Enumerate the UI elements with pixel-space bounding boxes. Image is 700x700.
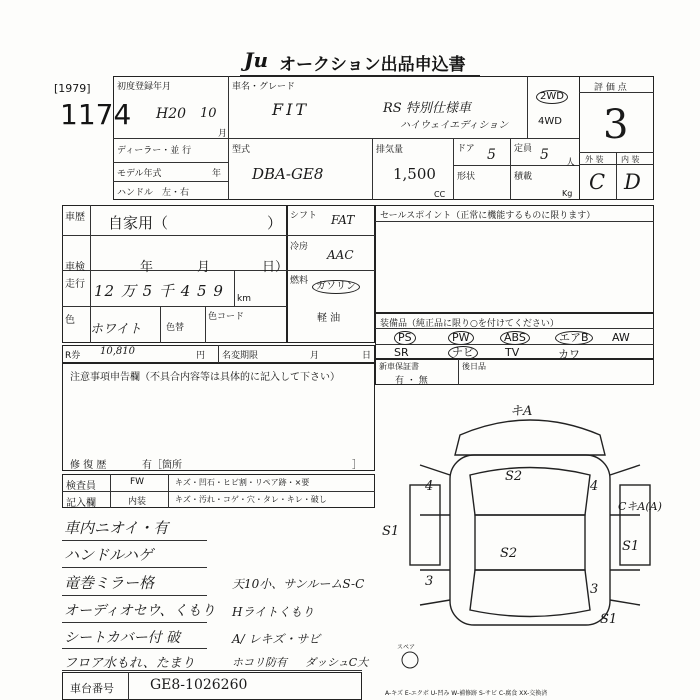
diagram-mark-3: CキA(A) [618, 500, 662, 513]
equip-aw: AW [612, 331, 630, 344]
interior-grade: D [624, 170, 641, 194]
equip-leather: カワ [558, 348, 580, 361]
shape-label: 形状 [457, 172, 476, 182]
chassis-value: GE8-1026260 [150, 677, 248, 693]
exterior-label: 外 装 [585, 155, 604, 164]
repair-label: 修 復 歴 [70, 460, 107, 471]
history-label: 車歴 [65, 212, 85, 223]
repair-close: ］ [352, 460, 362, 471]
first-reg-month: 10 [200, 106, 217, 121]
rating-score: 3 [603, 102, 629, 148]
recycle-value: 10,810 [100, 346, 135, 357]
form-title: オークション出品申込書 [279, 55, 466, 75]
shaken-month: 月 [197, 260, 211, 275]
equip-tv: TV [505, 346, 520, 359]
capacity-value: 5 [540, 147, 549, 163]
mileage-value: 12 万 5 千 4 5 9 [94, 282, 224, 300]
damage-legend: A-キズ E-エクボ U-凹み W-補修跡 S-サビ C-腐食 XX-交換済 [385, 690, 548, 697]
sales-label: セールスポイント（正常に機能するものに限ります） [380, 211, 596, 221]
interior-label: 内 装 [621, 155, 640, 164]
diagram-mark-2: S2 [500, 546, 518, 561]
tire-rr: 3 [590, 582, 599, 597]
model-year-label: モデル年式 [117, 169, 162, 179]
displacement-label: 排気量 [376, 145, 404, 155]
handle-label: ハンドル 左・右 [117, 188, 190, 198]
doors-value: 5 [487, 147, 496, 163]
note-r2: Hライトくもり [232, 605, 315, 619]
car-damage-diagram [382, 395, 662, 655]
note-2: ハンドルハゲ [64, 546, 153, 564]
dealer-label: ディーラー・並 行 [117, 146, 192, 156]
history-close: ） [267, 214, 283, 232]
doors-label: ドア [457, 144, 475, 154]
entry-label: 記入欄 [66, 498, 96, 509]
note-6: フロア水もれ、たまり [64, 656, 195, 671]
mileage-unit: km [237, 294, 251, 304]
diagram-mark-6: S1 [600, 612, 618, 627]
equip-airbag: エアB [555, 331, 593, 345]
inspector-label: 検査員 [66, 481, 96, 492]
color-value: ホワイト [90, 322, 142, 337]
naisou-label: 内装 [128, 497, 147, 507]
auction-logo: Ju [244, 48, 269, 72]
lot-number: 1174 [60, 98, 132, 131]
rating-label: 評 価 点 [594, 83, 627, 93]
aircon-label: 冷房 [290, 242, 309, 252]
diagram-top-mark: キA [510, 404, 533, 419]
equip-ps: PS [394, 331, 416, 345]
tire-fl: 4 [425, 479, 434, 494]
color-change-label: 色替 [166, 323, 185, 333]
equip-navi: ナビ [448, 346, 478, 360]
aircon-value: AAC [327, 248, 354, 262]
meigi-day: 日 [362, 351, 372, 361]
shaken-label: 車検 [65, 262, 85, 273]
note-r1: 天10小、サンルームS-C [232, 577, 365, 591]
naisou-text: キズ・汚れ・コゲ・穴・タレ・キレ・破し [175, 495, 327, 504]
note-r5: ダッシュC大 [305, 656, 369, 669]
note-r4: ホコリ防有 [232, 656, 287, 669]
shift-label: シフト [290, 211, 318, 221]
fuel-other: 軽 油 [317, 313, 341, 324]
displacement-unit: CC [434, 190, 446, 199]
note-3: 竜巻ミラー格 [64, 574, 155, 592]
mileage-label: 走行 [65, 279, 85, 290]
car-label: 車名・グレード [232, 82, 296, 92]
cert-label: 新車保証書 [379, 362, 419, 371]
car-grade-2: ハイウェイエディション [400, 120, 509, 131]
fuel-label: 燃料 [290, 276, 309, 286]
first-reg-unit: 月 [218, 129, 228, 139]
cert-value: 有 ・ 無 [395, 376, 428, 386]
car-grade-1: RS 特別仕様車 [383, 101, 471, 116]
first-reg-era: H20 [156, 106, 187, 122]
note-r3: A/ レキズ・サビ [232, 632, 321, 646]
model-label: 型式 [232, 145, 251, 155]
tire-fr: 4 [590, 479, 599, 494]
fw-text: キズ・凹石・ヒビ割・リペア跡・×要 [175, 478, 310, 487]
diagram-mark-5: S1 [622, 539, 640, 554]
equip-sr: SR [394, 346, 409, 359]
meigi-label: 名変期限 [222, 351, 259, 361]
shaken-year: 年 [140, 260, 154, 275]
note-1: 車内ニオイ・有 [64, 519, 169, 537]
note-4: オーディオセウ、くもり [64, 603, 216, 619]
drive-4wd: 4WD [538, 116, 562, 127]
repair-value: 有［箇所 [142, 460, 182, 471]
diagram-mark-4: S1 [382, 524, 400, 539]
equip-pw: PW [448, 331, 474, 345]
transfer-label: 後日品 [462, 362, 486, 371]
model-value: DBA-GE8 [252, 165, 324, 183]
load-unit: Kg [562, 189, 573, 198]
shaken-day: 日） [262, 260, 289, 275]
history-value: 自家用（ [108, 214, 169, 232]
lot-code: [1979] [54, 82, 91, 95]
displacement-value: 1,500 [393, 165, 436, 183]
spare-label: スペア [397, 644, 416, 651]
fuel-value: ガソリン [312, 280, 360, 294]
color-label: 色 [65, 315, 75, 326]
recycle-unit: 円 [196, 351, 206, 361]
recycle-label: R券 [65, 351, 81, 361]
notes-label: 注意事項申告欄（不具合内容等は具体的に記入して下さい） [70, 372, 340, 383]
exterior-grade: C [589, 170, 606, 194]
meigi-month: 月 [310, 351, 320, 361]
color-code-label: 色コード [208, 312, 245, 322]
chassis-label: 車台番号 [70, 682, 114, 695]
first-reg-label: 初度登録年月 [117, 82, 172, 92]
car-name: FIT [272, 100, 310, 119]
capacity-unit: 人 [566, 158, 576, 168]
diagram-mark-1: S2 [505, 469, 523, 484]
drive-2wd: 2WD [536, 90, 568, 104]
tire-rl: 3 [425, 574, 434, 589]
capacity-label: 定員 [514, 144, 533, 154]
shift-value: FAT [331, 213, 355, 227]
load-label: 積載 [514, 172, 533, 182]
model-year-unit: 年 [212, 169, 222, 179]
equipment-label: 装備品（純正品に限り○を付けてください） [380, 319, 559, 329]
equip-abs: ABS [500, 331, 530, 345]
note-5: シートカバー付 破 [64, 630, 181, 646]
fw-label: FW [130, 477, 145, 487]
